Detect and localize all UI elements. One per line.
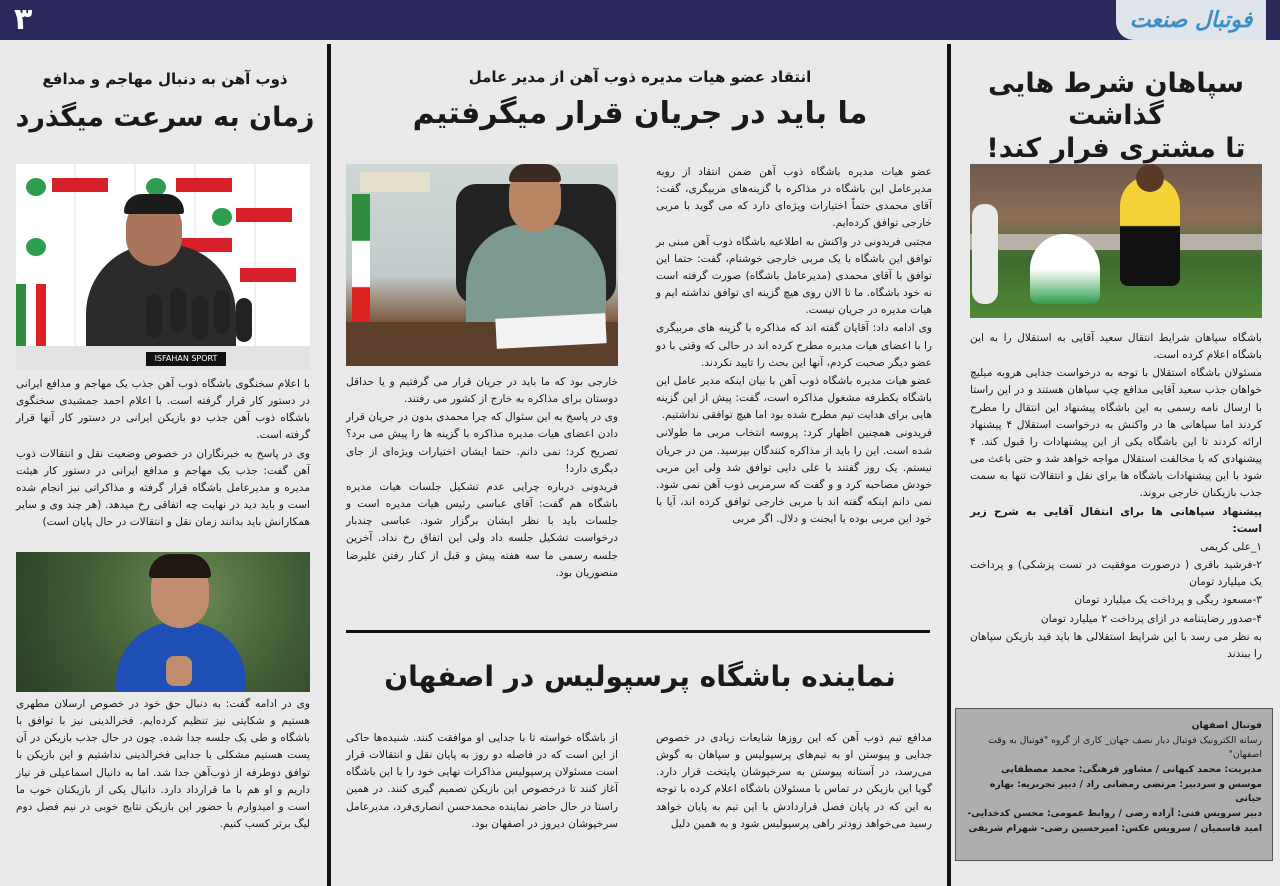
page-number: ۳ bbox=[14, 2, 33, 37]
player-photo bbox=[16, 552, 310, 692]
paragraph: با اعلام سخنگوی باشگاه ذوب آهن جذب یک مهاجم و مدافع ایرانی در دستور کار قرار گرفته است. با اعلام احمد جمشیدی سخنگوی باشگاه ذوب آهن جذب دو بازیکن ایرانی در دستور کار آنها قرار گرفته است. bbox=[16, 378, 310, 442]
photo-badge: ISFAHAN SPORT bbox=[146, 352, 226, 366]
list-item: ۴-صدور رضایتنامه در ازای پرداخت ۲ میلیارد تومان bbox=[1040, 612, 1262, 625]
match-photo bbox=[970, 164, 1262, 318]
paragraph: وی در پاسخ به این سئوال که چرا محمدی بدون در جریان قرار دادن اعضای هیات مدیره مذاکره با گزینه ها را پیش می برد؟ تصریح کرد: نمی دانم. حتما ایشان اختیارات ویژه‌ای از جای دیگری دارد! bbox=[346, 411, 618, 475]
middle-article-col-right bbox=[656, 164, 932, 529]
publication-logo bbox=[1116, 0, 1266, 40]
bottom-article-title: نماینده باشگاه پرسپولیس در اصفهان bbox=[384, 660, 896, 693]
bottom-article-col-right: مدافع تیم ذوب آهن که این روزها شایعات زیادی در خصوص جدایی و پیوستن او به تیم‌های پرسپولیس و سپاهان به گوش می‌رسد، در آستانه پیوستن به سرخپوشان پایتخت قرار دارد. گویا این بازیکن در تماس با مسئولان باشگاه اعلام کرده با توجه به این که در پایان فصل قراردادش با این تیم به پایان خواهد رسید می‌خواهد زودتر راهی پرسپولیس شود و به همین دلیل bbox=[656, 732, 932, 830]
paragraph: وی در پاسخ به خبرنگاران در خصوص وضعیت نقل و انتقالات ذوب آهن گفت: جذب یک مهاجم و مدافع ایرانی در دستور کار هیئت مدیره و مدیرعامل باشگاه قرار گرفته و مذاکراتی نیز انجام شده است و باید دید در نهایت چه اتفاقی رخ میدهد. (هر چند وی و سایر همکارانش باید بدانند زمان نقل و انتقالات در حال پایان است) bbox=[16, 447, 310, 529]
column-divider-left bbox=[327, 44, 331, 886]
left-article-body-bottom bbox=[16, 696, 310, 834]
credits-line: رسانه الکترونیک فوتبال دیار نصف جهان_ کاری از گروه "فوتبال به وقت اصفهان" bbox=[988, 734, 1262, 761]
credits-box bbox=[955, 708, 1273, 861]
middle-article-title: ما باید در جریان قرار میگرفتیم bbox=[412, 96, 868, 131]
paragraph: وی ادامه داد: آقایان گفته اند که مذاکره با گزینه های مربیگری را با اعضای هیات مدیره مطرح کرده اند در حالی که وقتی با دو عضو دیگر صحبت کردم، آنها این بحث را تایید نکردند. bbox=[656, 322, 932, 369]
list-item: ۲-فرشید باقری ( درصورت موفقیت در تست پزشکی) و پرداخت یک میلیارد تومان bbox=[970, 559, 1262, 589]
paragraph: به نظر می رسد با این شرایط استقلالی ها باید قید بازیکن سپاهان را ببندند bbox=[970, 630, 1262, 660]
paragraph: عضو هیات مدیره باشگاه ذوب آهن ضمن انتقاد از رویه مدیرعامل این باشگاه در مذاکره با گزینه‌های مربیگری، گفت: آقای محمدی حتماً اختیارات ویژه‌ای دارد که می گوید با مربی خارجی توافق کرده‌ایم. bbox=[656, 166, 932, 230]
credits-line: موسس و سردبیر: مرتضی رمضانی راد / دبیر تحریریه: بهاره حیاتی bbox=[989, 778, 1262, 805]
paragraph: خارجی بود که ما باید در جریان قرار می گرفتیم و یا حداقل دوستان برای مذاکره به خارج از کشور می رفتند. bbox=[346, 376, 618, 406]
left-article bbox=[10, 40, 320, 886]
credits-line: دبیر سرویس فنی: آزاده رضی / روابط عمومی: محسن کدخدایی- امید قاسمیان / سرویس عکس: امیرحسین رضی- شهرام شریفی bbox=[967, 808, 1262, 834]
middle-article bbox=[340, 40, 940, 886]
press-conference-photo bbox=[16, 164, 310, 370]
paragraph: فریدونی درباره چرایی عدم تشکیل جلسات هیات مدیره باشگاه هم گفت: آقای عباسی رئیس هیات مدیره است و جلسات باید با نظر ایشان برگزار شود. عباسی چندبار درخواست تشکیل جلسه داد ولی این اتفاق رخ نداد. آخرین جلسه رسمی ما سه هفته پیش و قبل از کنار رفتن علیرضا منصوریان بود. bbox=[346, 480, 618, 579]
paragraph: مجتبی فریدونی در واکنش به اطلاعیه باشگاه ذوب آهن مبنی بر توافق این باشگاه با یک مربی خارجی خوشنام، گفت: حتما این توافق با آقای محمدی (مدیرعامل باشگاه) صورت گرفته است نه خود باشگاه. ما تا الان روی هیچ گزینه ای توافق نداشته ایم و هیات مدیره در جریان نیست. bbox=[656, 235, 932, 317]
credits-line: فوتبال اصفهان bbox=[1191, 720, 1262, 731]
logo-text: فوتبال صنعت bbox=[1129, 7, 1253, 33]
credits-line: مدیریت: محمد کیهانی / مشاور فرهنگی: محمد مصطفایی bbox=[1001, 764, 1262, 776]
column-divider-right bbox=[947, 44, 951, 886]
list-item: ۱_علی کریمی bbox=[1200, 540, 1262, 553]
paragraph: پیشنهاد سپاهانی ها برای انتقال آقایی به شرح زیر است: bbox=[970, 505, 1262, 535]
right-title-line-1: سپاهان شرط هایی گذاشت bbox=[987, 68, 1245, 132]
middle-article-kicker: انتقاد عضو هیات مدیره ذوب آهن از مدیر عامل bbox=[468, 68, 812, 86]
bottom-article-col-left: از باشگاه خواسته تا با جدایی او موافقت کنند. شنیده‌ها حاکی از این است که در فاصله دو روز به پایان نقل و انتقالات قرار است مسئولان پرسپولیس مذاکرات نهایی خود را با این باشگاه آغاز کنند تا درخصوص این بازیکن تصمیم گیری کنند. در همین راستا در حال حاضر نماینده محمدحسن انصاری‌فرد، مدیرعامل سرخپوشان دیروز در اصفهان بود. bbox=[346, 732, 618, 830]
right-title-line-2: تا مشتری فرار کند! bbox=[986, 132, 1246, 164]
left-article-title: زمان به سرعت میگذرد bbox=[15, 102, 315, 133]
left-article-kicker: ذوب آهن به دنبال مهاجم و مدافع bbox=[42, 70, 288, 88]
right-article-title bbox=[958, 68, 1274, 165]
masthead-bar bbox=[0, 0, 1280, 40]
paragraph: باشگاه سپاهان شرایط انتقال سعید آقایی به استقلال را به این باشگاه اعلام کرده است. bbox=[970, 332, 1262, 362]
right-article-body bbox=[970, 330, 1262, 664]
paragraph: مسئولان باشگاه استقلال با توجه به درخواست جدایی هروبه میلیچ خواهان جذب سعید آقایی مدافع چپ سپاهان هستند و در این راستا با ارسال نامه رسمی به این باشگاه پیشنهاد این انتقال را مطرح کردند اما سپاهانی ها در واکنش به درخواست استقلال ۴ پیشنهاد ارائه کردند تا این باشگاه یکی از این پیشنهادات را قبول کند. ۴ پیشنهادی که با مخالفت استقلال مواجه خواهد شد و حتی باعث می شود با این پیشنهادات باشگاه ها برای نقل و انتقالات تنها به سمت جذب بازیکنان خارجی بروند. bbox=[970, 367, 1262, 500]
section-divider bbox=[346, 630, 930, 633]
list-item: ۳-مسعود ریگی و پرداخت یک میلیارد تومان bbox=[1074, 594, 1262, 607]
paragraph: وی در ادامه گفت: به دنبال حق خود در خصوص ارسلان مطهری هستیم و شکایتی نیز تنظیم کرده‌ایم. فخرالدینی نیز با توافق با باشگاه و طی یک جلسه جدا شده. چون در حال جذب بازیکن در آن پست هستیم مشکلی با جدایی فخرالدینی نداشتیم و این بازیکن با توافق دوطرفه از ذوب‌آهن جدا شد. اما به دانیال اسماعیلی فر نیاز داریم و او هم با ما قرارداد دارد. دانیال یکی از بازیکنان خوب ما است و امیدوارم با حضور این بازیکن نتایج خوبی در نیم فصل دوم لیگ برتر کسب کنیم. bbox=[16, 698, 310, 831]
board-member-photo bbox=[346, 164, 618, 366]
paragraph: فریدونی همچنین اظهار کرد: پروسه انتخاب مربی ما طولانی شده است. این را باید از مذاکره کنندگان بپرسید. من در جریان نیستم. یک روز گفتند با علی دایی توافق شد ولی این مربی خودش مصاحبه کرد و و گفت که سرمربی ذوب آهن نمی شود. نمی دانم اینکه گفته اند با مربی خارجی توافق کرده اند، آیا با خود این مربی بوده یا ایجنت و دلال. اگر مربی bbox=[656, 427, 932, 526]
left-article-body-top bbox=[16, 376, 310, 532]
paragraph: عضو هیات مدیره باشگاه ذوب آهن با بیان اینکه مدیر عامل این باشگاه یکطرفه مشغول مذاکره است، گفت: پیش از این گزینه هایی برای هدایت تیم مطرح شده بود اما هیچ توافقی نداشتیم. bbox=[656, 374, 932, 422]
middle-article-col-left bbox=[346, 374, 618, 583]
